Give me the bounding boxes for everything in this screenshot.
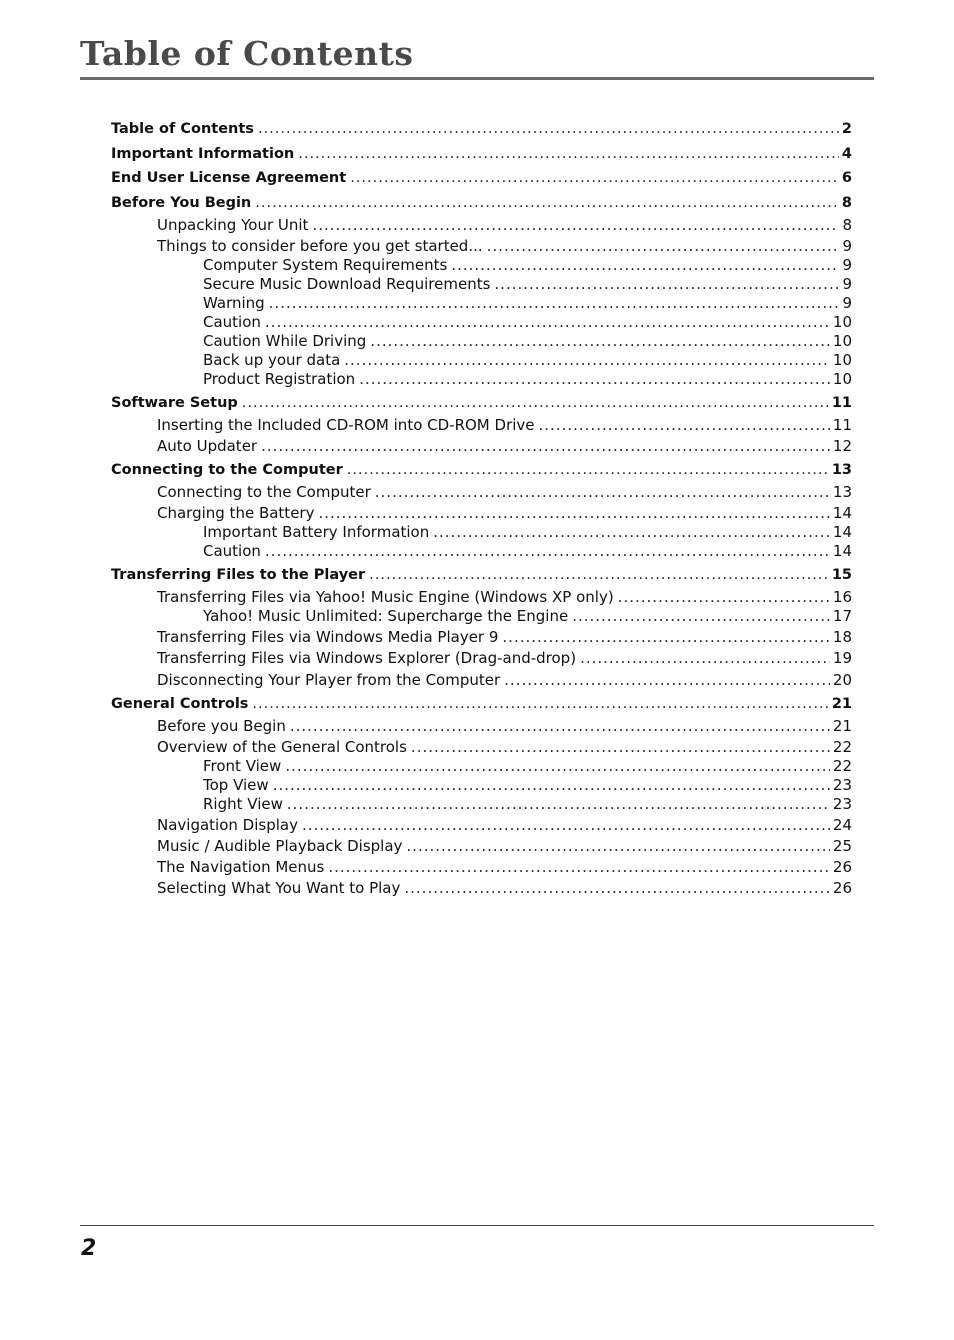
toc-entry-label: Yahoo! Music Unlimited: Supercharge the Engine [203, 607, 569, 625]
toc-entry-label: Caution [203, 313, 261, 331]
toc-entry-label: Product Registration [203, 370, 356, 388]
toc-dot-leader [618, 588, 830, 606]
toc-entry-page: 11 [832, 416, 852, 434]
toc-entry[interactable] [157, 649, 852, 667]
toc-dot-leader [273, 776, 830, 794]
toc-entry-label: Unpacking Your Unit [157, 216, 309, 234]
toc-entry-label: Transferring Files via Windows Explorer (Drag-and-drop) [157, 649, 577, 667]
toc-dot-leader [287, 795, 830, 813]
toc-entry[interactable] [203, 370, 852, 388]
toc-entry-page: 23 [832, 795, 852, 813]
toc-entry[interactable] [111, 461, 852, 479]
toc-entry-page: 20 [832, 671, 852, 689]
toc-entry[interactable] [203, 351, 852, 369]
toc-dot-leader [258, 120, 839, 138]
toc-dot-leader [298, 145, 839, 163]
toc-entry-page: 26 [832, 879, 852, 897]
toc-entry[interactable] [203, 776, 852, 794]
toc-entry[interactable] [203, 542, 852, 560]
toc-entry[interactable] [157, 216, 852, 234]
toc-entry[interactable] [111, 120, 852, 138]
toc-dot-leader [406, 837, 830, 855]
toc-entry-page: 16 [832, 588, 852, 606]
toc-entry-page: 2 [841, 121, 852, 137]
toc-dot-leader [344, 351, 830, 369]
toc-dot-leader [350, 169, 839, 187]
toc-entry-page: 19 [832, 649, 852, 667]
toc-entry[interactable] [157, 738, 852, 756]
toc-dot-leader [572, 607, 830, 625]
toc-entry-label: Selecting What You Want to Play [157, 879, 401, 897]
toc-entry-page: 22 [832, 738, 852, 756]
toc-entry[interactable] [111, 566, 852, 584]
toc-entry-page: 10 [832, 370, 852, 388]
toc-entry-label: Warning [203, 294, 265, 312]
toc-entry-page: 11 [831, 395, 852, 411]
toc-entry[interactable] [203, 607, 852, 625]
toc-entry-label: Transferring Files via Yahoo! Music Engine (Windows XP only) [157, 588, 614, 606]
toc-entry-page: 23 [832, 776, 852, 794]
toc-dot-leader [487, 237, 840, 255]
toc-entry[interactable] [203, 294, 852, 312]
toc-entry[interactable] [157, 816, 852, 834]
toc-entry-label: Overview of the General Controls [157, 738, 407, 756]
toc-entry-label: End User License Agreement [111, 170, 347, 186]
toc-entry-page: 4 [841, 146, 852, 162]
toc-entry-label: Navigation Display [157, 816, 298, 834]
toc-entry-label: Before You Begin [111, 195, 252, 211]
toc-entry-page: 13 [831, 462, 852, 478]
toc-entry-page: 9 [842, 275, 852, 293]
toc-entry[interactable] [111, 194, 852, 212]
toc-dot-leader [252, 695, 828, 713]
toc-dot-leader [359, 370, 830, 388]
toc-dot-leader [580, 649, 830, 667]
toc-dot-leader [347, 461, 829, 479]
toc-dot-leader [302, 816, 830, 834]
toc-dot-leader [328, 858, 830, 876]
toc-entry-page: 17 [832, 607, 852, 625]
toc-dot-leader [404, 879, 830, 897]
toc-entry[interactable] [157, 717, 852, 735]
toc-entry-page: 14 [832, 504, 852, 522]
toc-entry-label: The Navigation Menus [157, 858, 325, 876]
toc-entry-label: Software Setup [111, 395, 238, 411]
toc-entry-label: Music / Audible Playback Display [157, 837, 403, 855]
toc-dot-leader [504, 671, 830, 689]
toc-entry[interactable] [111, 695, 852, 713]
toc-entry-label: Before you Begin [157, 717, 286, 735]
toc-dot-leader [369, 566, 829, 584]
toc-entry-label: Auto Updater [157, 437, 258, 455]
toc-dot-leader [261, 437, 830, 455]
toc-dot-leader [318, 504, 829, 522]
toc-entry-label: Transferring Files via Windows Media Player 9 [157, 628, 499, 646]
toc-entry[interactable] [157, 837, 852, 855]
toc-entry-page: 21 [832, 717, 852, 735]
toc-entry-page: 26 [832, 858, 852, 876]
toc-entry[interactable] [203, 256, 852, 274]
toc-entry-page: 9 [842, 256, 852, 274]
toc-entry-label: Caution [203, 542, 261, 560]
toc-entry-label: Disconnecting Your Player from the Computer [157, 671, 501, 689]
toc-dot-leader [539, 416, 830, 434]
toc-entry[interactable] [157, 437, 852, 455]
toc-entry-label: Caution While Driving [203, 332, 367, 350]
toc-dot-leader [411, 738, 830, 756]
toc-entry-page: 8 [841, 195, 852, 211]
toc-dot-leader [375, 483, 830, 501]
toc-entry[interactable] [157, 671, 852, 689]
toc-entry[interactable] [111, 394, 852, 412]
toc-entry-label: Secure Music Download Requirements [203, 275, 491, 293]
toc-entry[interactable] [157, 504, 852, 522]
toc-dot-leader [370, 332, 830, 350]
toc-dot-leader [502, 628, 830, 646]
toc-entry-page: 15 [831, 567, 852, 583]
toc-entry-label: General Controls [111, 696, 249, 712]
toc-entry-page: 24 [832, 816, 852, 834]
toc-entry-label: Things to consider before you get started... [157, 237, 483, 255]
toc-entry[interactable] [203, 275, 852, 293]
toc-entry[interactable] [203, 757, 852, 775]
toc-dot-leader [312, 216, 839, 234]
toc-entry-label: Computer System Requirements [203, 256, 448, 274]
toc-entry[interactable] [157, 879, 852, 897]
toc-entry-page: 9 [842, 294, 852, 312]
toc-dot-leader [269, 294, 840, 312]
toc-entry-page: 18 [832, 628, 852, 646]
toc-dot-leader [285, 757, 830, 775]
toc-entry-page: 12 [832, 437, 852, 455]
toc-dot-leader [494, 275, 839, 293]
footer-rule [80, 1225, 874, 1226]
page-title: Table of Contents [80, 34, 414, 73]
toc-dot-leader [265, 542, 830, 560]
toc-entry-label: Top View [203, 776, 269, 794]
page-number: 2 [81, 1236, 97, 1261]
toc-entry-label: Important Battery Information [203, 523, 430, 541]
toc-entry-page: 14 [832, 523, 852, 541]
toc-entry-label: Front View [203, 757, 282, 775]
toc-entry[interactable] [157, 628, 852, 646]
toc-entry-label: Back up your data [203, 351, 341, 369]
toc-entry-page: 10 [832, 332, 852, 350]
toc-entry[interactable] [157, 237, 852, 255]
toc-entry-label: Connecting to the Computer [111, 462, 343, 478]
toc-entry-label: Transferring Files to the Player [111, 567, 366, 583]
toc-dot-leader [433, 523, 830, 541]
toc-entry[interactable] [203, 332, 852, 350]
toc-entry-page: 13 [832, 483, 852, 501]
toc-entry-label: Right View [203, 795, 283, 813]
toc-entry-label: Important Information [111, 146, 295, 162]
toc-entry-label: Connecting to the Computer [157, 483, 371, 501]
toc-entry-label: Inserting the Included CD-ROM into CD-ROM Drive [157, 416, 535, 434]
toc-entry[interactable] [157, 483, 852, 501]
toc-entry[interactable] [157, 588, 852, 606]
toc-dot-leader [451, 256, 839, 274]
toc-entry[interactable] [203, 795, 852, 813]
toc-entry[interactable] [203, 523, 852, 541]
toc-entry[interactable] [111, 145, 852, 163]
toc-entry-page: 25 [832, 837, 852, 855]
toc-entry-label: Charging the Battery [157, 504, 315, 522]
toc-entry-page: 10 [832, 313, 852, 331]
toc-entry-page: 6 [841, 170, 852, 186]
toc-entry-page: 22 [832, 757, 852, 775]
toc-entry-page: 8 [842, 216, 852, 234]
toc-entry[interactable] [157, 858, 852, 876]
toc-entry-page: 10 [832, 351, 852, 369]
toc-dot-leader [290, 717, 830, 735]
toc-entry[interactable] [157, 416, 852, 434]
toc-dot-leader [255, 194, 839, 212]
toc-entry-page: 21 [831, 696, 852, 712]
toc-entry[interactable] [203, 313, 852, 331]
toc-entry-label: Table of Contents [111, 121, 254, 137]
toc-entry-page: 14 [832, 542, 852, 560]
toc-dot-leader [242, 394, 829, 412]
toc-entry[interactable] [111, 169, 852, 187]
toc-entry-page: 9 [842, 237, 852, 255]
toc-dot-leader [265, 313, 830, 331]
